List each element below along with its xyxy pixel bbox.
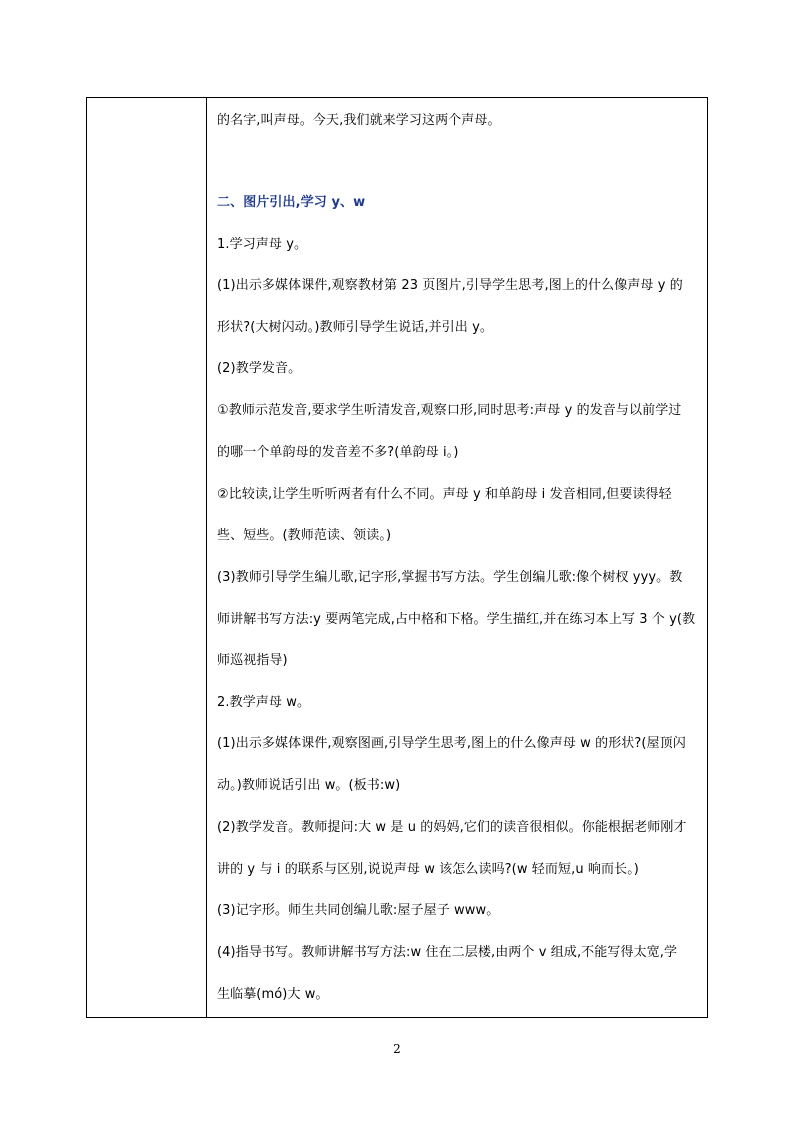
text-line: (1)出示多媒体课件,观察图画,引导学生思考,图上的什么像声母 w 的形状?(屋顶闪 (217, 736, 686, 751)
subsection-heading: 1.学习声母 y。 (217, 237, 308, 252)
text-line: 动。)教师说话引出 w。(板书:w) (217, 778, 401, 793)
text-line: (3)记字形。师生共同创编儿歌:屋子屋子 www。 (217, 903, 500, 918)
text-line: 生临摹(mó)大 w。 (217, 987, 329, 1002)
text-line: 形状?(大树闪动。)教师引导学生说话,并引出 y。 (217, 320, 494, 335)
text-line: 的名字,叫声母。今天,我们就来学习这两个声母。 (217, 113, 501, 128)
text-line: 的哪一个单韵母的发音差不多?(单韵母 i。) (217, 445, 459, 460)
page-number: 2 (393, 1042, 401, 1056)
text-line: (2)教学发音。 (217, 361, 302, 376)
text-line: ②比较读,让学生听听两者有什么不同。声母 y 和单韵母 i 发音相同,但要读得轻 (217, 487, 672, 502)
text-line: (4)指导书写。教师讲解书写方法:w 住在二层楼,由两个 v 组成,不能写得太宽,学 (217, 945, 678, 960)
text-line: 些、短些。(教师范读、领读。) (217, 528, 392, 543)
lesson-table (86, 97, 708, 1018)
text-line: ①教师示范发音,要求学生听清发音,观察口形,同时思考:声母 y 的发音与以前学过 (217, 403, 682, 418)
text-line: (1)出示多媒体课件,观察教材第 23 页图片,引导学生思考,图上的什么像声母 y 的 (217, 278, 683, 293)
text-line: 师讲解书写方法:y 要两笔完成,占中格和下格。学生描红,并在练习本上写 3 个 y(教 (217, 612, 696, 627)
text-line: 讲的 y 与 i 的联系与区别,说说声母 w 该怎么读吗?(w 轻而短,u 响而长。) (217, 862, 639, 877)
text-line: 师巡视指导) (217, 653, 288, 668)
text-line: (2)教学发音。教师提问:大 w 是 u 的妈妈,它们的读音很相似。你能根据老师刚才 (217, 820, 687, 835)
section-heading: 二、图片引出,学习 y、w (217, 195, 366, 210)
table-left-column (87, 98, 207, 1017)
text-line: (3)教师引导学生编儿歌,记字形,掌握书写方法。学生创编儿歌:像个树杈 yyy。教 (217, 570, 683, 585)
subsection-heading: 2.教学声母 w。 (217, 695, 311, 710)
table-right-column (208, 98, 707, 1017)
